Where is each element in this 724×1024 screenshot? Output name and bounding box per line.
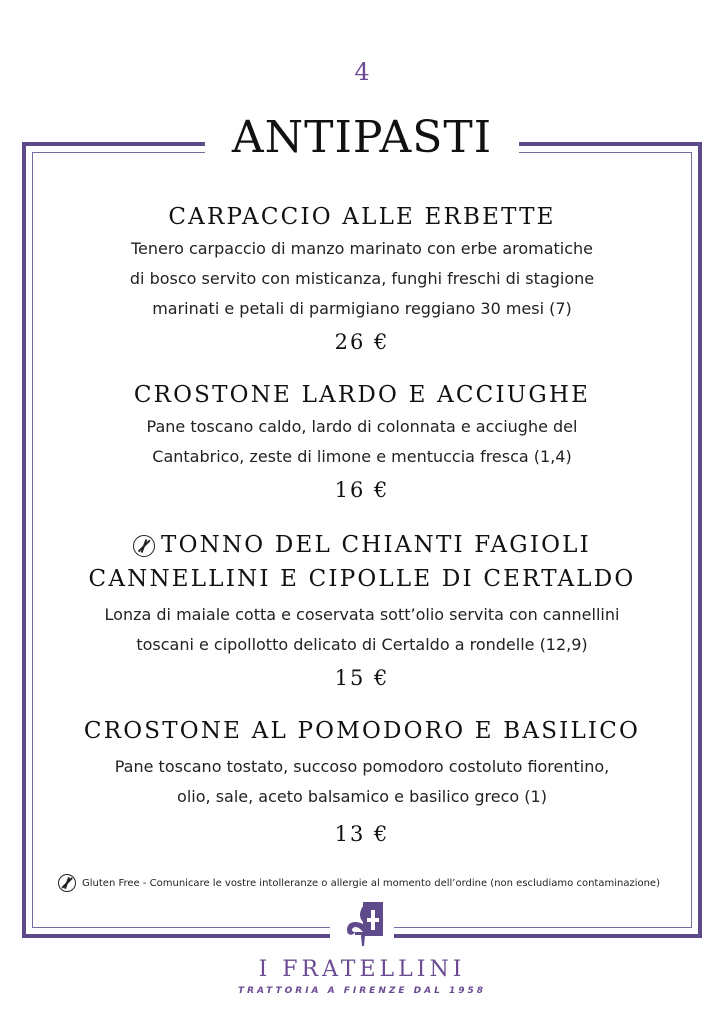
dish-desc-line: marinati e petali di parmigiano reggiano 30 mesi (7) bbox=[152, 299, 572, 318]
florentine-lily-icon bbox=[341, 898, 385, 950]
dish-name: CROSTONE AL POMODORO E BASILICO bbox=[83, 718, 641, 744]
brand-name: I FRATELLINI bbox=[258, 957, 466, 982]
dish-desc-line: Pane toscano tostato, succoso pomodoro costoluto fiorentino, bbox=[114, 757, 610, 776]
dish-description bbox=[40, 600, 684, 660]
dish-description bbox=[40, 752, 684, 812]
gluten-free-icon bbox=[133, 535, 155, 557]
brand-tagline: TRATTORIA A FIRENZE DAL 1958 bbox=[237, 986, 487, 996]
dish-desc-line: Lonza di maiale cotta e coservata sott’olio servita con cannellini bbox=[104, 605, 620, 624]
dish-price: 26 € bbox=[334, 330, 390, 354]
page-number: 4 bbox=[354, 58, 370, 86]
gluten-free-icon bbox=[58, 874, 76, 892]
dish-name: CARPACCIO ALLE ERBETTE bbox=[168, 204, 556, 230]
footnote-text: Gluten Free - Comunicare le vostre intolleranze o allergie al momento dell’ordine (non escludiamo contaminazione) bbox=[82, 878, 660, 889]
allergen-footnote bbox=[58, 874, 678, 892]
dish-name bbox=[40, 528, 684, 562]
dish-carpaccio bbox=[40, 200, 684, 354]
dish-name: CROSTONE LARDO E ACCIUGHE bbox=[133, 382, 591, 408]
dish-desc-line: Cantabrico, zeste di limone e mentuccia fresca (1,4) bbox=[152, 447, 572, 466]
dish-desc-line: di bosco servito con misticanza, funghi freschi di stagione bbox=[129, 269, 595, 288]
dish-desc-line: Tenero carpaccio di manzo marinato con erbe aromatiche bbox=[130, 239, 594, 258]
dish-price: 15 € bbox=[334, 666, 390, 690]
dish-tonno-chianti bbox=[40, 528, 684, 690]
dish-desc-line: olio, sale, aceto balsamico e basilico greco (1) bbox=[177, 787, 547, 806]
dish-description bbox=[40, 412, 684, 472]
dish-desc-line: Pane toscano caldo, lardo di colonnata e acciughe del bbox=[146, 417, 578, 436]
dish-name-line-2: CANNELLINI E CIPOLLE DI CERTALDO bbox=[88, 566, 636, 592]
dish-description bbox=[40, 234, 684, 324]
dish-name-line: TONNO DEL CHIANTI FAGIOLI bbox=[161, 532, 591, 558]
dish-desc-line: toscani e cipollotto delicato di Certaldo a rondelle (12,9) bbox=[136, 635, 588, 654]
dish-crostone-lardo bbox=[40, 378, 684, 502]
dish-price: 16 € bbox=[334, 478, 390, 502]
dish-crostone-pomodoro bbox=[40, 714, 684, 846]
dish-price: 13 € bbox=[334, 822, 390, 846]
section-title: ANTIPASTI bbox=[231, 112, 493, 163]
